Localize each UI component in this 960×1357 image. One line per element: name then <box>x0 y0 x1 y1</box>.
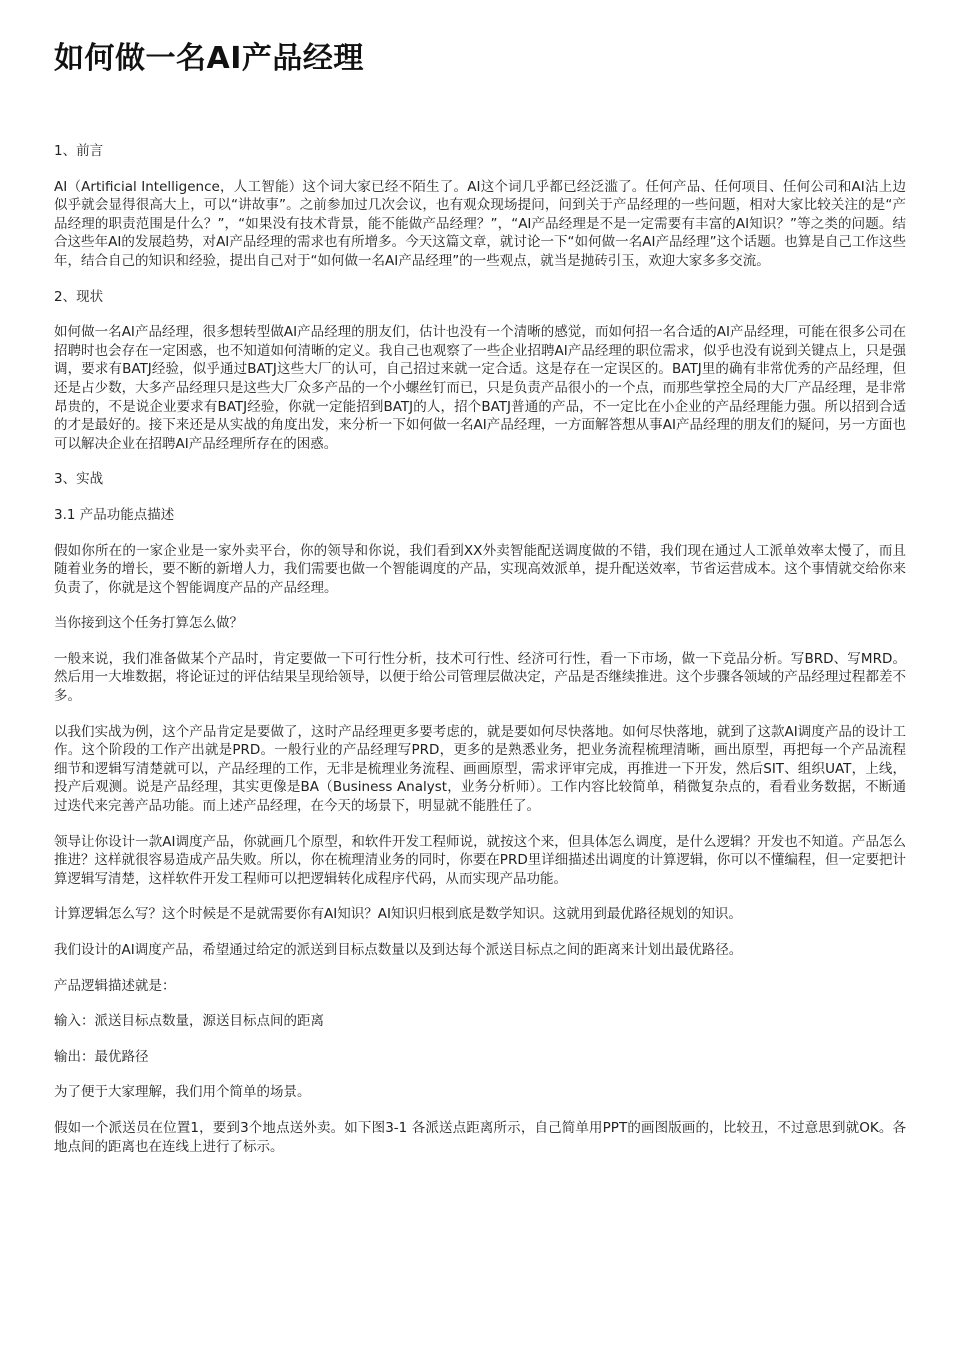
section-heading-practice: 3、实战 <box>54 471 104 488</box>
paragraph-input: 输入：派送目标点数量，源送目标点间的距离 <box>54 1013 324 1030</box>
paragraph-leader-request: 领导让你设计一款AI调度产品，你就画几个原型，和软件开发工程师说，就按这个来，但具体怎么调度，是什么逻辑？开发也不知道。产品怎么推进？这样就很容易造成产品失败。所以，你在梳理清业务的同时，你要在PRD里详细描述出调度的计算逻辑，你可以不懂编程，但一定要把计算逻辑写清楚，这样软件开发工程师可以把逻辑转化成程序代码，从而实现产品功能。 <box>54 833 906 887</box>
paragraph-example: 假如一个派送员在位置1，要到3个地点送外卖。如下图3-1 各派送点距离所示，自己简单用PPT的画图版画的，比较丑，不过意思到就OK。各地点间的距离也在连线上进行了标示。 <box>54 1119 906 1155</box>
paragraph-goal: 我们设计的AI调度产品，希望通过给定的派送到目标点数量以及到达每个派送目标点之间的距离来计划出最优路径。 <box>54 942 743 958</box>
document-title: 如何做一名AI产品经理 <box>54 41 364 76</box>
paragraph-feasibility: 一般来说，我们准备做某个产品时，肯定要做一下可行性分析，技术可行性、经济可行性，看一下市场，做一下竞品分析。写BRD、写MRD。然后用一大堆数据，将论证过的评估结果呈现给领导，以便于给公司管理层做决定，产品是否继续推进。这个步骤各领域的产品经理过程都差不多。 <box>54 650 906 705</box>
paragraph-scenario: 假如你所在的一家企业是一家外卖平台，你的领导和你说，我们看到XX外卖智能配送调度做的不错，我们现在通过人工派单效率太慢了，而且随着业务的增长，要不断的新增人力，我们需要也做一个智能调度的产品，实现高效派单，提升配送效率，节省运营成本。这个事情就交给你来负责了，你就是这个智能调度产品的产品经理。 <box>54 542 906 596</box>
section-heading-intro: 1、前言 <box>54 143 104 159</box>
subsection-heading-feature: 3.1 产品功能点描述 <box>54 506 175 523</box>
paragraph-status: 如何做一名AI产品经理，很多想转型做AI产品经理的朋友们，估计也没有一个清晰的感觉，而如何招一名合适的AI产品经理，可能在很多公司在招聘时也会存在一定困惑，也不知道如何清晰的定义。我自己也观察了一些企业招聘AI产品经理的职位需求，似乎也没有说到关键点上，只是强调，要求有BATJ经验，似乎通过BATJ这些大厂的认可，自己招过来就一定合适。这是存在一定误区的。BATJ里的确有非常优秀的产品经理，但还是占少数，大多产品经理只是这些大厂众多产品的一个小螺丝钉而已，只是负责产品很小的一个点，而那些掌控全局的大厂产品经理，是非常昂贵的，不是说企业要求有BATJ经验，你就一定能招到BATJ的人，招个BATJ普通的产品，不一定比在小企业的产品经理能力强。所以招到合适的才是最好的。接下来还是从实战的角度出发，来分析一下如何做一名AI产品经理，一方面解答想从事AI产品经理的朋友们的疑问，另一方面也可以解决企业在招聘AI产品经理所存在的困惑。 <box>54 324 906 452</box>
section-heading-status: 2、现状 <box>54 288 104 305</box>
paragraph-calc-logic: 计算逻辑怎么写？这个时候是不是就需要你有AI知识？AI知识归根到底是数学知识。这就用到最优路径规划的知识。 <box>54 906 742 923</box>
paragraph-simple-scene: 为了便于大家理解，我们用个简单的场景。 <box>54 1084 311 1101</box>
paragraph-logic-desc: 产品逻辑描述就是： <box>54 977 176 994</box>
paragraph-intro: AI（Artificial Intelligence，人工智能）这个词大家已经不陌生了。AI这个词几乎都已经泛滥了。任何产品、任何项目、任何公司和AI沾上边似乎就会显得很高大上，可以“讲故事”。之前参加过几次会议，也有观众现场提问，问到关于产品经理的一些问题，相对大家比较关注的是“产品经理的职责范围是什么？”，“如果没有技术背景，能不能做产品经理？”，“AI产品经理是不是一定需要有丰富的AI知识？”等之类的问题。结合这些年AI的发展趋势，对AI产品经理的需求也有所增多。今天这篇文章，就讨论一下“如何做一名AI产品经理”这个话题。也算是自己工作这些年，结合自己的知识和经验，提出自己对于“如何做一名AI产品经理”的一些观点，就当是抛砖引玉，欢迎大家多多交流。 <box>54 178 906 269</box>
paragraph-output: 输出：最优路径 <box>54 1048 149 1065</box>
paragraph-question: 当你接到这个任务打算怎么做？ <box>54 615 243 632</box>
paragraph-design-work: 以我们实战为例，这个产品肯定是要做了，这时产品经理更多要考虑的，就是要如何尽快落地。如何尽快落地，就到了这款AI调度产品的设计工作。这个阶段的工作产出就是PRD。一般行业的产品经理写PRD，更多的是熟悉业务，把业务流程梳理清晰，画出原型，再把每一个产品流程细节和逻辑写清楚就可以，产品经理的工作，无非是梳理业务流程、画画原型，需求评审完成，再推进一下开发，然后SIT、组织UAT，上线，投产后观测。说是产品经理，其实更像是BA（Business Analyst，业务分析师）。工作内容比较简单，稍微复杂点的，看看业务数据，不断通过迭代来完善产品功能。而上述产品经理，在今天的场景下，明显就不能胜任了。 <box>54 723 906 815</box>
document-body <box>54 142 906 1156</box>
